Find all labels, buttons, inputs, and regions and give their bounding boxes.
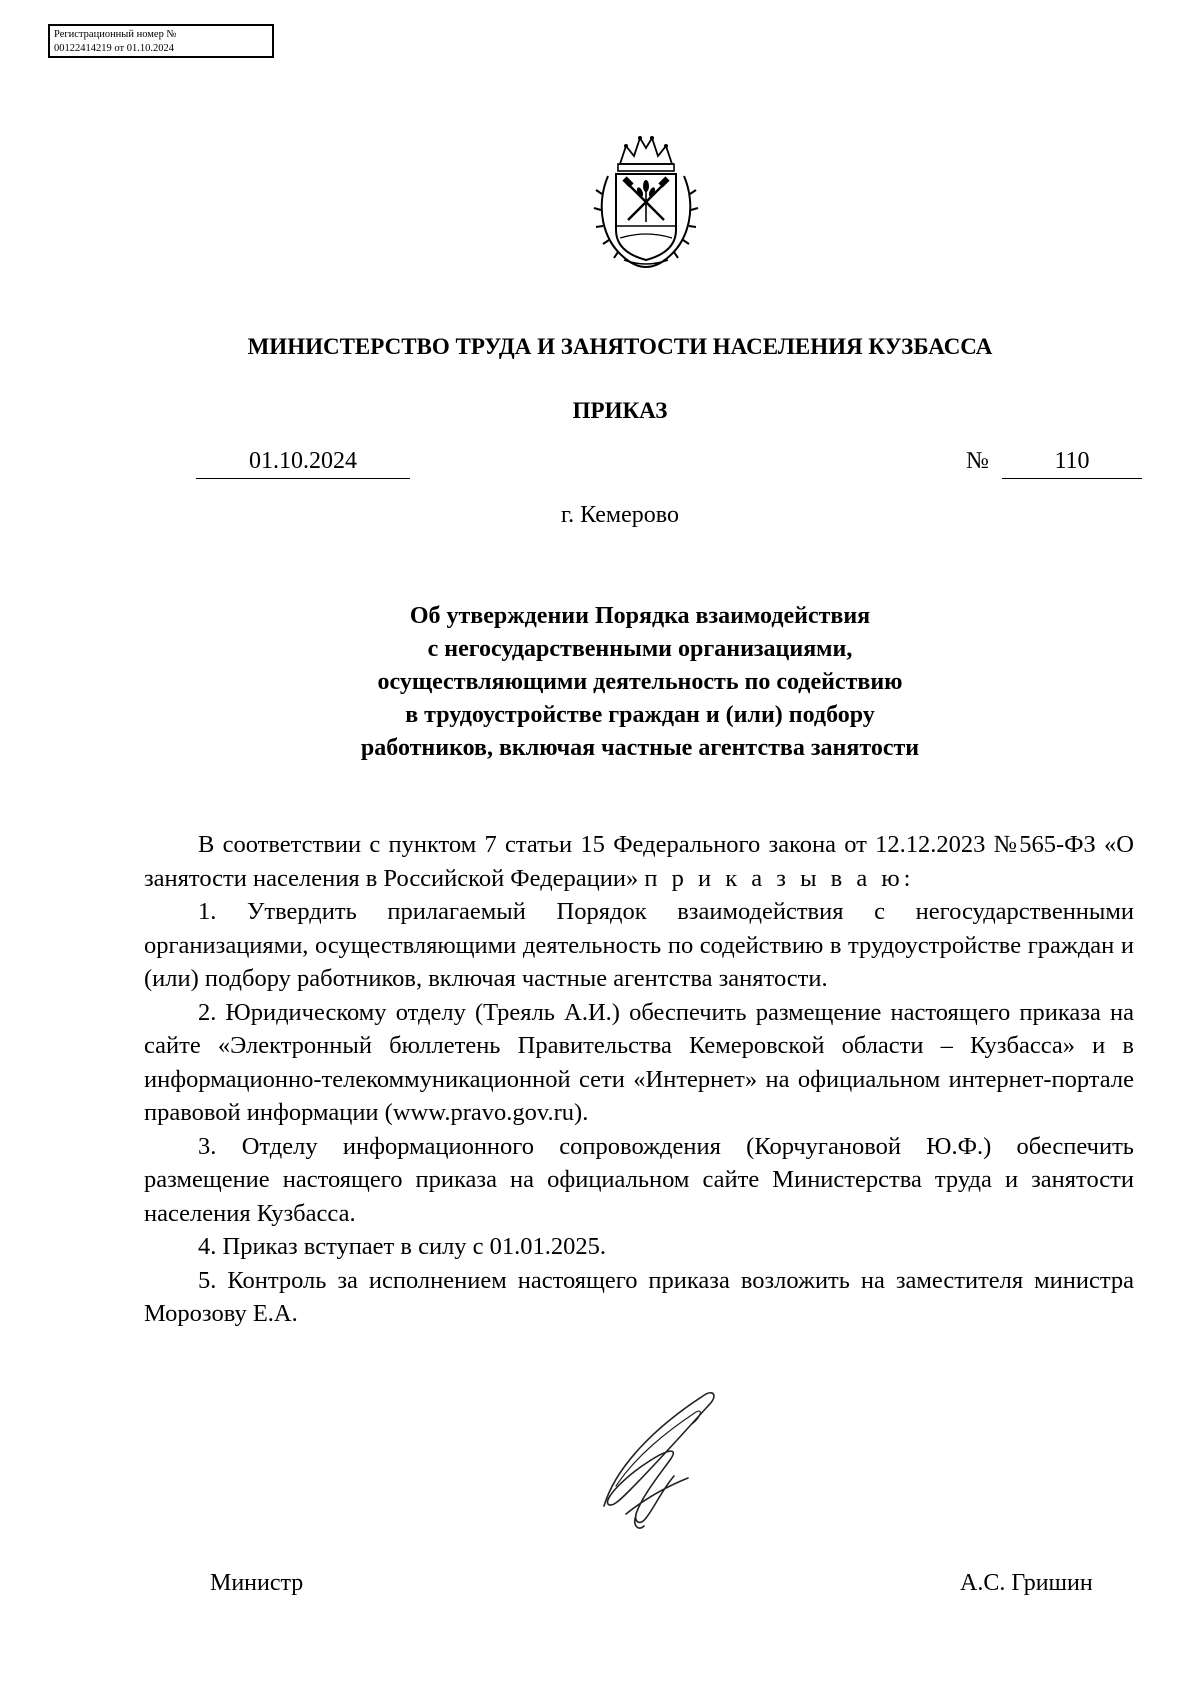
title-line: Об утверждении Порядка взаимодействия (409, 603, 871, 629)
ministry-name: МИНИСТЕРСТВО ТРУДА И ЗАНЯТОСТИ НАСЕЛЕНИЯ КУЗБАССА (247, 334, 993, 359)
preamble-paragraph (144, 828, 1134, 895)
preamble-text: В соответствии с пунктом 7 статьи 15 Федерального закона от 12.12.2023 №565-ФЗ «О занятости населения в Российской Федерации» (144, 831, 1134, 892)
city: г. Кемерово (561, 502, 679, 528)
order-item-1: 1. Утвердить прилагаемый Порядок взаимодействия с негосударственными организациями, осуществляющими деятельность по содействию в трудоустройстве граждан и (или) подбору работников, включая частные агентства занятости. (144, 898, 1134, 992)
signatory-role: Министр (210, 1570, 304, 1596)
registration-line-2: 00122414219 от 01.10.2024 (54, 43, 174, 54)
kuzbass-coat-of-arms-icon (590, 134, 702, 274)
order-item-2: 2. Юридическому отделу (Треяль А.И.) обеспечить размещение настоящего приказа на сайте «Электронный бюллетень Правительства Кемеровской области – Кузбасса» и в информационно-телекоммуникационной сети «Интернет» на официальном интернет-портале правовой информации (www.pravo.gov.ru). (144, 998, 1134, 1126)
order-date: 01.10.2024 (196, 444, 410, 479)
order-item-4: 4. Приказ вступает в силу с 01.01.2025. (198, 1233, 607, 1260)
registration-line-1: Регистрационный номер № (54, 29, 177, 40)
registration-stamp (48, 24, 274, 58)
title-line: в трудоустройстве граждан и (или) подбору (405, 702, 875, 728)
signatory-name: А.С. Гришин (960, 1570, 1093, 1596)
title-line: осуществляющими деятельность по содействию (377, 669, 903, 695)
order-word: п р и к а з ы в а ю: (644, 864, 915, 892)
title-line: работников, включая частные агентства занятости (360, 735, 920, 761)
handwritten-signature-icon (596, 1386, 726, 1536)
order-body (144, 828, 1134, 1331)
order-item-3: 3. Отделу информационного сопровождения (Корчугановой Ю.Ф.) обеспечить размещение настоящего приказа на официальном сайте Министерства труда и занятости населения Кузбасса. (144, 1132, 1134, 1227)
number-sign: № (966, 448, 989, 474)
title-line: с негосударственными организациями, (427, 636, 853, 662)
order-number: 110 (1002, 444, 1142, 479)
document-type: ПРИКАЗ (572, 398, 668, 423)
order-item-5: 5. Контроль за исполнением настоящего приказа возложить на заместителя министра Морозову Е.А. (144, 1266, 1134, 1327)
order-title (240, 600, 1040, 765)
